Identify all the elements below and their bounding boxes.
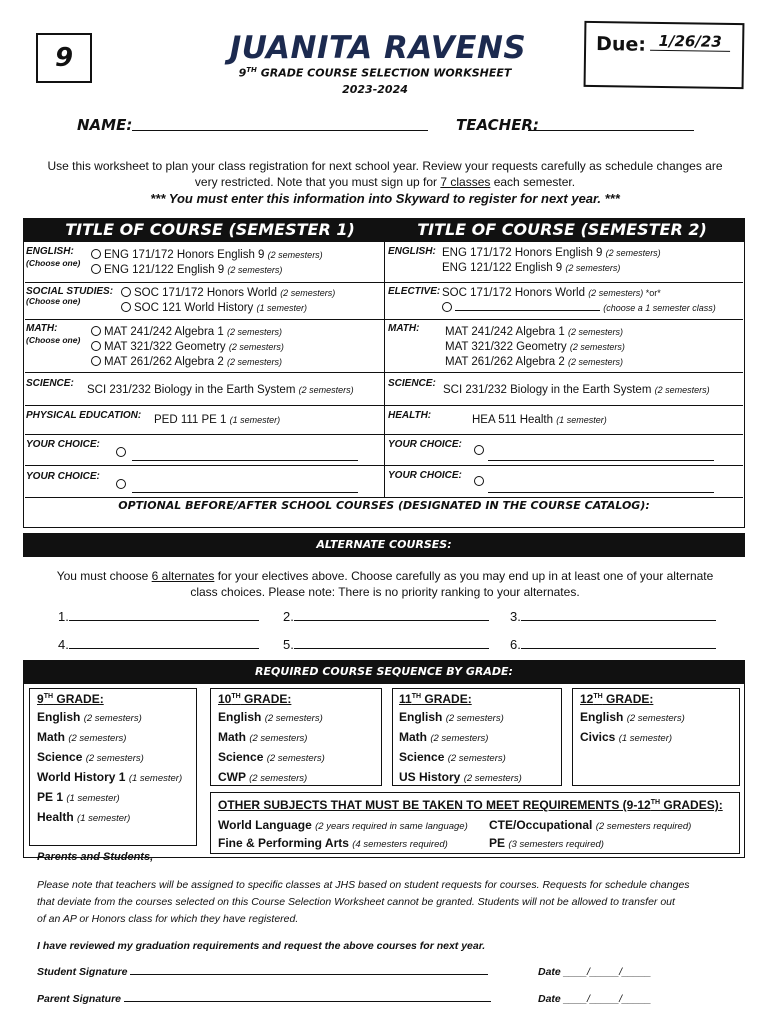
grade-course: English (2 semesters) [37, 710, 142, 724]
grade-course: English (2 semesters) [399, 710, 504, 724]
sem2-choice-label-1: YOUR CHOICE: [388, 439, 462, 450]
course-note: (2 semesters) [565, 263, 621, 273]
grade-course: English (2 semesters) [580, 710, 685, 724]
grade-sup: TH [593, 693, 603, 700]
radio-icon[interactable] [474, 476, 484, 486]
sem2-choice-field-1[interactable] [488, 460, 714, 461]
skyward-note: *** You must enter this information into Skyward to register for next year. *** [150, 191, 620, 206]
parent-signature-field[interactable] [124, 1001, 491, 1002]
sem1-header: TITLE OF COURSE (SEMESTER 1) [65, 220, 355, 239]
intro-seven-classes: 7 classes [440, 175, 491, 189]
sem1-science-course [87, 383, 354, 398]
radio-icon[interactable] [91, 249, 101, 259]
sem1-social-label: SOCIAL STUDIES: [26, 286, 114, 297]
grade-course: Science (2 semesters) [37, 750, 144, 764]
date-label: Date [538, 993, 561, 1005]
grade-course: Math (2 semesters) [37, 730, 127, 744]
parent-signature-row [37, 993, 491, 1005]
slot-number: 2. [283, 609, 294, 624]
date-field[interactable]: ____/_____/_____ [563, 993, 652, 1005]
course-note: (2 semesters) [567, 327, 623, 337]
sem1-social-note: (Choose one) [26, 296, 81, 306]
parent-signature-label: Parent Signature [37, 993, 122, 1005]
sem1-english-label: ENGLISH: [26, 246, 74, 257]
course-note: (2 semesters) [588, 288, 644, 298]
intro-line-1: Use this worksheet to plan your class registration for next school year. Review your requests carefully as schedule changes are [47, 159, 723, 173]
date-label: Date [538, 966, 561, 978]
grade-course: English (2 semesters) [218, 710, 323, 724]
optional-courses-header: OPTIONAL BEFORE/AFTER SCHOOL COURSES (DESIGNATED IN THE COURSE CATALOG): [118, 499, 650, 512]
school-title: JUANITA RAVENS [229, 30, 527, 66]
student-date-row [538, 966, 651, 978]
policy-line: Please note that teachers will be assigned to specific classes at JHS based on student requests for courses. Requests for schedule changes [37, 879, 690, 891]
sem2-elective-label: ELECTIVE: [388, 286, 441, 297]
course-note: (choose a 1 semester class) [603, 303, 716, 313]
grade-heading [218, 692, 325, 706]
alternate-slot[interactable] [510, 637, 716, 652]
radio-icon[interactable] [91, 264, 101, 274]
sem2-english-course-1 [442, 246, 661, 261]
date-field[interactable]: ____/_____/_____ [563, 966, 652, 978]
sem1-science-label: SCIENCE: [26, 378, 74, 389]
course-name: PED 111 PE 1 [154, 414, 227, 426]
course-note: (2 semesters) [605, 248, 661, 258]
grade-course: CWP (2 semesters) [218, 770, 308, 784]
sem2-health-course [472, 413, 607, 428]
elective-field[interactable] [455, 310, 600, 311]
other-subject: World Language (2 years required in same language) [218, 818, 468, 832]
semester-divider [384, 242, 385, 497]
course-note: (1 semester) [556, 415, 607, 425]
course-name: MAT 241/242 Algebra 1 [445, 326, 565, 338]
sem2-header: TITLE OF COURSE (SEMESTER 2) [417, 220, 707, 239]
course-name: MAT 261/262 Algebra 2 [445, 356, 565, 368]
slot-number: 4. [58, 637, 69, 652]
alternate-slot[interactable] [58, 637, 259, 652]
sem1-math-option-1[interactable] [91, 325, 282, 340]
grade-heading [580, 692, 685, 706]
course-note: (2 semesters) [267, 250, 323, 260]
row-divider [25, 282, 743, 283]
course-note: (2 semesters) [569, 342, 625, 352]
sem1-english-note: (Choose one) [26, 258, 81, 268]
slot-number: 5. [283, 637, 294, 652]
alt-six: 6 alternates [151, 569, 215, 583]
grade-12 [580, 692, 685, 748]
alternate-field[interactable] [294, 648, 489, 649]
sem2-choice-label-2: YOUR CHOICE: [388, 470, 462, 481]
sem2-science-course [443, 383, 710, 398]
alternate-slot[interactable] [283, 609, 489, 624]
sem1-choice-label-2: YOUR CHOICE: [26, 471, 100, 482]
or-text: *or* [643, 288, 661, 298]
alternate-field[interactable] [69, 648, 259, 649]
course-note: (1 semester) [229, 415, 281, 425]
worksheet-subtitle [200, 66, 550, 80]
radio-icon[interactable] [474, 445, 484, 455]
sem1-choice-field-1[interactable] [132, 460, 358, 461]
student-signature-row [37, 966, 488, 978]
sem1-social-option-1[interactable] [121, 286, 335, 301]
grade-sup: TH [231, 693, 241, 700]
other-subject: CTE/Occupational (2 semesters required) [489, 818, 692, 832]
sem1-english-option-2[interactable] [91, 263, 282, 278]
grade-course: Science (2 semesters) [218, 750, 325, 764]
grade-course: World History 1 (1 semester) [37, 770, 183, 784]
alt-text-c: for your electives above. Choose carefully as you may end up in at least one of your alternate [214, 569, 714, 583]
alt-text-a: You must choose [56, 569, 152, 583]
course-note: (2 semesters) [226, 357, 282, 367]
course-note: (2 semesters) [567, 357, 623, 367]
radio-icon[interactable] [91, 356, 101, 366]
grade-9 [37, 692, 182, 828]
intro-line-2 [20, 174, 750, 190]
school-year: 2023-2024 [342, 83, 408, 96]
course-name: MAT 241/242 Algebra 1 [104, 326, 224, 338]
grade-course: Civics (1 semester) [580, 730, 673, 744]
parent-date-row [538, 993, 651, 1005]
salutation: Parents and Students, [37, 851, 154, 863]
row-divider [25, 497, 743, 498]
row-divider [25, 405, 743, 406]
teacher-label: TEACHER: [456, 116, 539, 134]
grade-badge-number: 9 [54, 43, 74, 73]
course-name: ENG 121/122 English 9 [442, 262, 563, 274]
sem1-choice-label-1: YOUR CHOICE: [26, 439, 100, 450]
row-divider [25, 372, 743, 373]
review-statement: I have reviewed my graduation requirements and request the above courses for next year. [37, 940, 486, 952]
due-box [584, 21, 745, 89]
course-note: (2 semesters) [226, 327, 282, 337]
grade-course: US History (2 semesters) [399, 770, 522, 784]
sem2-math-course-2 [445, 340, 625, 355]
radio-icon[interactable] [91, 341, 101, 351]
grade-num: 12 [580, 692, 594, 706]
sem2-choice-field-2[interactable] [488, 492, 714, 493]
subtitle-rest: GRADE COURSE SELECTION WORKSHEET [256, 66, 512, 80]
alternates-line-2: class choices. Please note: There is no priority ranking to your alternates. [190, 585, 580, 599]
grade-sup: TH [411, 693, 422, 700]
grade-label: GRADE: [421, 692, 472, 706]
slot-number: 6. [510, 637, 521, 652]
sem1-pe-course [154, 413, 280, 428]
course-note: (2 semesters) [228, 342, 284, 352]
sem2-english-course-2 [442, 261, 620, 276]
other-subjects-header: OTHER SUBJECTS THAT MUST BE TAKEN TO MEET REQUIREMENTS (9-12TH GRADES): [218, 798, 723, 812]
grade-course: Science (2 semesters) [399, 750, 506, 764]
other-subject: PE (3 semesters required) [489, 836, 604, 850]
course-name: MAT 321/322 Geometry [445, 341, 567, 353]
alternates-text [20, 568, 750, 600]
slot-number: 1. [58, 609, 69, 624]
alternate-field[interactable] [521, 648, 716, 649]
course-name: SCI 231/232 Biology in the Earth System [443, 384, 652, 396]
course-name: SOC 171/172 Honors World [442, 287, 585, 299]
alternate-slot[interactable] [510, 609, 716, 624]
grade-course: Math (2 semesters) [218, 730, 308, 744]
alternate-slot[interactable] [283, 637, 489, 652]
row-divider [25, 465, 743, 466]
grade-course: Math (2 semesters) [399, 730, 489, 744]
row-divider [25, 434, 743, 435]
course-note: (2 semesters) [227, 265, 283, 275]
grade-course: Health (1 semester) [37, 810, 131, 824]
sem2-math-label: MATH: [388, 323, 420, 334]
subtitle-grade: 9 [238, 66, 247, 80]
grade-11 [399, 692, 522, 788]
grade-10 [218, 692, 325, 788]
course-note: (1 semester) [256, 303, 308, 313]
alternate-field[interactable] [294, 620, 489, 621]
student-signature-field[interactable] [130, 974, 488, 975]
sem2-elective-course-1 [442, 286, 661, 301]
sem1-math-option-2[interactable] [91, 340, 284, 355]
radio-icon[interactable] [91, 326, 101, 336]
sem1-choice-field-2[interactable] [132, 492, 358, 493]
row-divider [25, 319, 743, 320]
alternates-header: ALTERNATE COURSES: [316, 538, 452, 551]
grade-heading [399, 692, 522, 706]
sequence-header: REQUIRED COURSE SEQUENCE BY GRADE: [255, 665, 513, 678]
radio-icon[interactable] [442, 302, 452, 312]
sem1-social-option-2[interactable] [121, 301, 307, 316]
course-name: ENG 171/172 Honors English 9 [104, 249, 265, 261]
sem2-english-label: ENGLISH: [388, 246, 436, 257]
sem2-science-label: SCIENCE: [388, 378, 436, 389]
course-name: SOC 121 World History [134, 302, 254, 314]
teacher-field[interactable] [528, 130, 694, 131]
sem2-math-course-1 [445, 325, 623, 340]
course-name: ENG 121/122 English 9 [104, 264, 225, 276]
course-name: HEA 511 Health [472, 414, 553, 426]
name-label: NAME: [77, 116, 133, 134]
course-name: SCI 231/232 Biology in the Earth System [87, 384, 296, 396]
policy-line: that deviate from the courses selected on this Course Selection Worksheet cannot be granted. Students will not be allowed to transfer out [37, 896, 675, 908]
name-field[interactable] [132, 130, 428, 131]
course-note: (2 semesters) [654, 385, 710, 395]
course-name: ENG 171/172 Honors English 9 [442, 247, 603, 259]
grade-num: 10 [218, 692, 232, 706]
intro-line-2c: each semester. [490, 175, 576, 189]
grade-num: 11 [399, 692, 412, 706]
sem1-math-option-3[interactable] [91, 355, 282, 370]
grade-num: 9 [37, 692, 44, 706]
grade-heading [37, 692, 182, 706]
radio-icon[interactable] [116, 479, 126, 489]
grade-sup: TH [43, 693, 54, 700]
policy-note [37, 877, 747, 928]
alternate-field[interactable] [69, 620, 259, 621]
alternate-slot[interactable] [58, 609, 259, 624]
intro-line-2a: very restricted. Note that you must sign up for [194, 175, 441, 189]
grade-label: GRADE: [53, 692, 104, 706]
sem1-english-option-1[interactable] [91, 248, 323, 263]
grade-label: GRADE: [240, 692, 292, 706]
alternate-field[interactable] [521, 620, 716, 621]
course-name: MAT 261/262 Algebra 2 [104, 356, 224, 368]
course-name: SOC 171/172 Honors World [134, 287, 277, 299]
intro-text [20, 158, 750, 207]
sem2-elective-option[interactable] [442, 301, 716, 316]
sem1-math-note: (Choose one) [26, 335, 81, 345]
student-signature-label: Student Signature [37, 966, 128, 978]
other-subject: Fine & Performing Arts (4 semesters required) [218, 836, 448, 850]
sem2-math-course-3 [445, 355, 623, 370]
grade-course: PE 1 (1 semester) [37, 790, 120, 804]
sem1-pe-label: PHYSICAL EDUCATION: [26, 410, 142, 421]
course-note: (2 semesters) [280, 288, 336, 298]
radio-icon[interactable] [121, 302, 131, 312]
course-note: (2 semesters) [298, 385, 354, 395]
sem1-math-label: MATH: [26, 323, 58, 334]
radio-icon[interactable] [116, 447, 126, 457]
due-date: 1/26/23 [650, 32, 730, 52]
sem2-health-label: HEALTH: [388, 410, 432, 421]
alternates-line-1 [20, 568, 750, 584]
course-name: MAT 321/322 Geometry [104, 341, 226, 353]
grade-badge [36, 33, 92, 83]
policy-line: of an AP or Honors class for which they have registered. [37, 913, 299, 925]
subtitle-sup: TH [246, 66, 257, 74]
grade-label: GRADE: [602, 692, 654, 706]
slot-number: 3. [510, 609, 521, 624]
radio-icon[interactable] [121, 287, 131, 297]
due-label: Due: [595, 33, 647, 56]
